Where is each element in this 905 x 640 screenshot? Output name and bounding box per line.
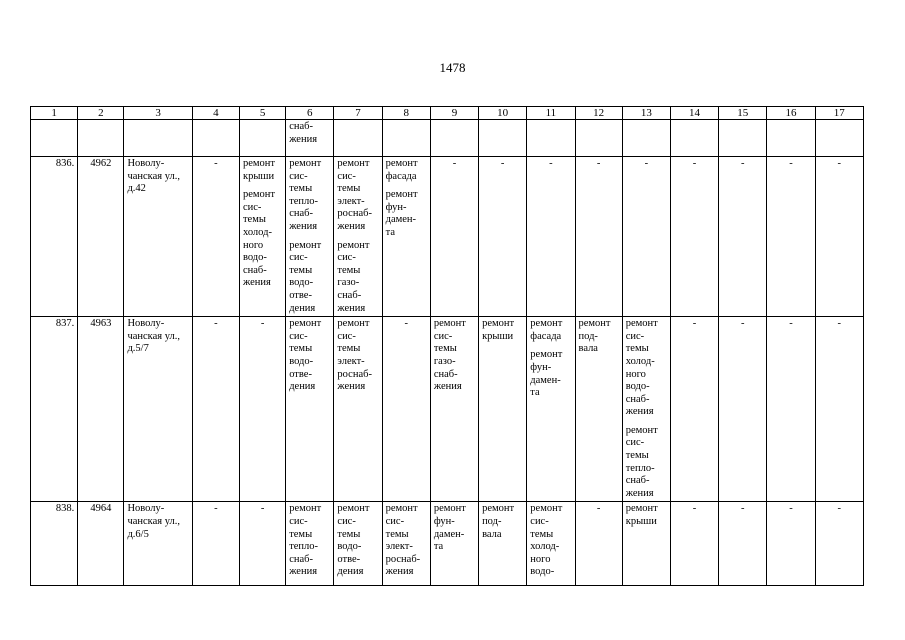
work-line: дамен- — [530, 374, 561, 386]
empty-cell: - — [767, 157, 815, 317]
work-line: ремонт — [385, 503, 418, 515]
work-line: снаб- — [289, 121, 313, 132]
work-line: холод- — [625, 355, 655, 367]
empty-cell: - — [239, 502, 285, 586]
column-number: 3 — [124, 107, 192, 120]
empty-cell: - — [192, 502, 239, 586]
table-cell — [31, 120, 78, 157]
work-line: ремонт — [289, 239, 322, 251]
work-line: ремонт — [242, 158, 275, 169]
work-line: темы — [625, 450, 649, 462]
column-number: 1 — [31, 107, 78, 120]
work-line: темы — [289, 183, 313, 195]
column-number: 11 — [527, 107, 575, 120]
work-line: ремонт — [242, 189, 275, 201]
work-cell — [334, 317, 382, 502]
house-code: 4963 — [78, 317, 124, 502]
work-item — [289, 121, 330, 146]
empty-cell: - — [815, 502, 863, 586]
work-line: водо- — [625, 381, 650, 393]
table-row — [31, 157, 864, 317]
work-item — [482, 503, 523, 541]
work-line: ремонт — [289, 318, 322, 330]
table-cell — [286, 120, 334, 157]
work-line: сис- — [625, 437, 645, 449]
empty-cell: - — [670, 317, 718, 502]
work-line: ремонт — [625, 424, 658, 436]
work-line: крыши — [482, 330, 514, 342]
work-cell — [382, 157, 430, 317]
column-number-row — [31, 107, 864, 120]
work-line: жения — [337, 220, 366, 232]
work-line: сис- — [530, 516, 549, 528]
column-number: 6 — [286, 107, 334, 120]
work-line: ремонт — [625, 318, 658, 330]
work-item — [337, 503, 378, 579]
work-line: ремонт — [289, 158, 322, 169]
work-line: та — [530, 387, 540, 399]
page-number: 1478 — [439, 60, 466, 75]
work-line: фун- — [385, 201, 407, 213]
work-line: элект- — [385, 541, 413, 553]
column-number: 10 — [479, 107, 527, 120]
work-line: снаб- — [289, 553, 313, 565]
column-number: 5 — [239, 107, 285, 120]
row-number: 838. — [31, 502, 78, 586]
work-item — [386, 158, 427, 183]
table-cell — [430, 120, 478, 157]
work-item — [289, 318, 330, 394]
work-item — [434, 503, 475, 553]
empty-cell: - — [239, 317, 285, 502]
work-line: ремонт — [337, 158, 370, 169]
work-item — [386, 503, 427, 579]
house-address — [124, 157, 192, 317]
work-line: вала — [578, 343, 598, 355]
table-cell — [527, 120, 575, 157]
table-cell — [78, 120, 124, 157]
column-number: 12 — [575, 107, 622, 120]
work-line: крыши — [625, 516, 657, 528]
column-number: 8 — [382, 107, 430, 120]
work-line: жения — [385, 566, 414, 578]
empty-cell: - — [192, 157, 239, 317]
work-line: ремонт — [482, 318, 515, 330]
work-line: тепло- — [625, 462, 655, 474]
work-line: водо- — [242, 252, 267, 264]
table-cell — [124, 120, 192, 157]
work-cell — [382, 502, 430, 586]
work-line: ремонт — [433, 318, 466, 330]
work-cell — [239, 157, 285, 317]
work-item — [337, 158, 378, 234]
work-line: жения — [337, 302, 366, 314]
empty-cell: - — [575, 157, 622, 317]
column-number: 7 — [334, 107, 382, 120]
table-cell — [719, 120, 767, 157]
work-cell — [622, 317, 670, 502]
column-number: 15 — [719, 107, 767, 120]
address-line: д.6/5 — [127, 528, 149, 540]
work-item — [482, 318, 523, 343]
work-cell — [286, 502, 334, 586]
empty-cell: - — [670, 157, 718, 317]
empty-cell: - — [719, 502, 767, 586]
table-cell — [670, 120, 718, 157]
work-item — [289, 503, 330, 579]
work-line: сис- — [433, 330, 453, 342]
work-line: жения — [289, 220, 318, 232]
work-line: отве- — [289, 368, 312, 380]
empty-cell: - — [767, 502, 815, 586]
work-line: ремонт — [625, 503, 658, 515]
work-item — [337, 318, 378, 394]
work-line: темы — [289, 343, 313, 355]
table-cell — [334, 120, 382, 157]
empty-cell: - — [719, 157, 767, 317]
work-item — [386, 189, 427, 239]
work-item — [289, 240, 330, 316]
work-line: ремонт — [385, 189, 418, 201]
work-line: темы — [385, 528, 409, 540]
work-line: сис- — [337, 516, 356, 528]
address-line: Новолу- — [127, 503, 165, 515]
work-line: фун- — [433, 516, 455, 528]
work-item — [626, 318, 667, 419]
work-line: дения — [337, 566, 364, 578]
work-item — [626, 503, 667, 528]
empty-cell: - — [815, 317, 863, 502]
work-line: жения — [289, 566, 318, 578]
work-line: элект- — [337, 195, 365, 207]
work-line: под- — [578, 330, 598, 342]
work-line: ного — [530, 553, 551, 565]
work-item — [530, 503, 571, 579]
work-line: темы — [337, 183, 361, 195]
work-line: жения — [433, 381, 462, 393]
work-line: отве- — [337, 553, 361, 565]
address-line: чанская ул., — [127, 330, 180, 342]
work-line: водо- — [337, 541, 362, 553]
address-line: чанская ул., — [127, 170, 180, 182]
empty-cell: - — [479, 157, 527, 317]
work-item — [243, 189, 282, 290]
work-cell — [527, 317, 575, 502]
work-line: газо- — [337, 277, 360, 289]
work-line: темы — [625, 343, 649, 355]
work-line: снаб- — [433, 368, 458, 380]
empty-cell: - — [622, 157, 670, 317]
work-line: ремонт — [530, 318, 563, 330]
work-line: вала — [482, 528, 502, 540]
work-cell — [479, 317, 527, 502]
work-line: сис- — [289, 170, 308, 182]
work-line: ремонт — [530, 503, 563, 515]
work-line: водо- — [289, 277, 314, 289]
column-number: 13 — [622, 107, 670, 120]
empty-cell: - — [192, 317, 239, 502]
work-cell — [622, 502, 670, 586]
column-number: 17 — [815, 107, 863, 120]
address-line: чанская ул., — [127, 516, 180, 528]
work-line: та — [385, 226, 396, 238]
work-line: сис- — [625, 330, 645, 342]
work-cell — [334, 502, 382, 586]
work-cell — [479, 502, 527, 586]
work-line: ремонт — [433, 503, 466, 515]
empty-cell: - — [527, 157, 575, 317]
work-item — [579, 318, 619, 356]
column-number: 2 — [78, 107, 124, 120]
work-line: ремонт — [385, 158, 418, 169]
empty-cell: - — [767, 317, 815, 502]
table-cell — [479, 120, 527, 157]
work-line: отве- — [289, 289, 312, 301]
work-line: тепло- — [289, 541, 319, 553]
work-line: снаб- — [625, 393, 650, 405]
empty-cell: - — [430, 157, 478, 317]
work-line: роснаб- — [337, 368, 372, 380]
work-line: темы — [433, 343, 457, 355]
work-line: сис- — [289, 252, 308, 264]
work-line: темы — [530, 528, 554, 540]
work-line: ремонт — [337, 503, 370, 515]
work-cell — [527, 502, 575, 586]
empty-cell: - — [670, 502, 718, 586]
work-line: ного — [242, 239, 264, 251]
table-cell — [575, 120, 622, 157]
work-line: холод- — [530, 541, 560, 553]
work-line: водо- — [289, 355, 314, 367]
work-line: жения — [242, 277, 271, 289]
work-line: дения — [289, 381, 316, 393]
work-line: сис- — [337, 330, 356, 342]
address-line: Новолу- — [127, 318, 165, 330]
work-line: темы — [337, 343, 361, 355]
work-line: водо- — [530, 566, 555, 578]
work-line: темы — [242, 214, 266, 226]
work-line: снаб- — [242, 264, 267, 276]
work-line: роснаб- — [385, 553, 421, 565]
work-line: снаб- — [289, 208, 313, 220]
work-line: темы — [337, 264, 361, 276]
repair-schedule-table — [30, 106, 864, 586]
work-line: снаб- — [337, 289, 362, 301]
work-line: жения — [625, 406, 654, 418]
work-line: та — [433, 541, 444, 553]
work-line: жения — [337, 381, 366, 393]
work-line: сис- — [289, 516, 308, 528]
table-cell — [815, 120, 863, 157]
work-line: под- — [482, 516, 502, 528]
work-item — [530, 318, 571, 343]
work-line: крыши — [242, 170, 275, 182]
column-number: 16 — [767, 107, 815, 120]
work-line: сис- — [385, 516, 405, 528]
work-line: сис- — [337, 170, 356, 182]
work-cell — [430, 317, 478, 502]
column-number: 14 — [670, 107, 718, 120]
column-number: 9 — [430, 107, 478, 120]
work-cell — [430, 502, 478, 586]
work-line: ремонт — [289, 503, 322, 515]
table-cell — [192, 120, 239, 157]
empty-cell: - — [815, 157, 863, 317]
work-line: сис- — [337, 252, 356, 264]
work-line: элект- — [337, 355, 365, 367]
work-line: холод- — [242, 226, 272, 238]
table-cell — [622, 120, 670, 157]
work-line: тепло- — [289, 195, 319, 207]
work-line: ремонт — [578, 318, 611, 330]
work-line: газо- — [433, 355, 456, 367]
work-line: жения — [625, 487, 654, 499]
address-line: д.42 — [127, 183, 146, 195]
house-address — [124, 502, 192, 586]
work-line: фун- — [530, 361, 552, 373]
work-line: дамен- — [433, 528, 465, 540]
work-line: ного — [625, 368, 646, 380]
table-row — [31, 502, 864, 586]
work-line: сис- — [289, 330, 308, 342]
column-number: 4 — [192, 107, 239, 120]
work-line: фасада — [385, 170, 417, 182]
work-line: дамен- — [385, 214, 417, 226]
table-cell — [382, 120, 430, 157]
work-line: темы — [289, 264, 313, 276]
row-number: 837. — [31, 317, 78, 502]
house-address — [124, 317, 192, 502]
work-item — [289, 158, 330, 234]
empty-cell: - — [382, 317, 430, 502]
work-line: роснаб- — [337, 208, 372, 220]
continuation-row — [31, 120, 864, 157]
row-number: 836. — [31, 157, 78, 317]
house-code: 4962 — [78, 157, 124, 317]
work-cell — [286, 317, 334, 502]
work-line: жения — [289, 133, 318, 145]
work-line: ремонт — [337, 318, 370, 330]
work-item — [337, 240, 378, 316]
address-line: д.5/7 — [127, 343, 149, 355]
work-line: фасада — [530, 330, 562, 342]
work-item — [626, 425, 667, 501]
work-line: сис- — [242, 201, 262, 213]
empty-cell: - — [719, 317, 767, 502]
work-line: темы — [337, 528, 361, 540]
house-code: 4964 — [78, 502, 124, 586]
work-line: ремонт — [530, 349, 563, 361]
work-line: снаб- — [625, 475, 650, 487]
work-cell — [575, 317, 622, 502]
work-cell — [334, 157, 382, 317]
work-item — [434, 318, 475, 394]
work-item — [243, 158, 282, 183]
table-cell — [767, 120, 815, 157]
address-line: Новолу- — [127, 158, 165, 169]
work-line: дения — [289, 302, 316, 314]
table-row — [31, 317, 864, 502]
work-cell — [286, 157, 334, 317]
work-line: темы — [289, 528, 313, 540]
work-item — [530, 349, 571, 399]
work-line: ремонт — [482, 503, 515, 515]
work-line: ремонт — [337, 239, 370, 251]
empty-cell: - — [575, 502, 622, 586]
table-cell — [239, 120, 285, 157]
